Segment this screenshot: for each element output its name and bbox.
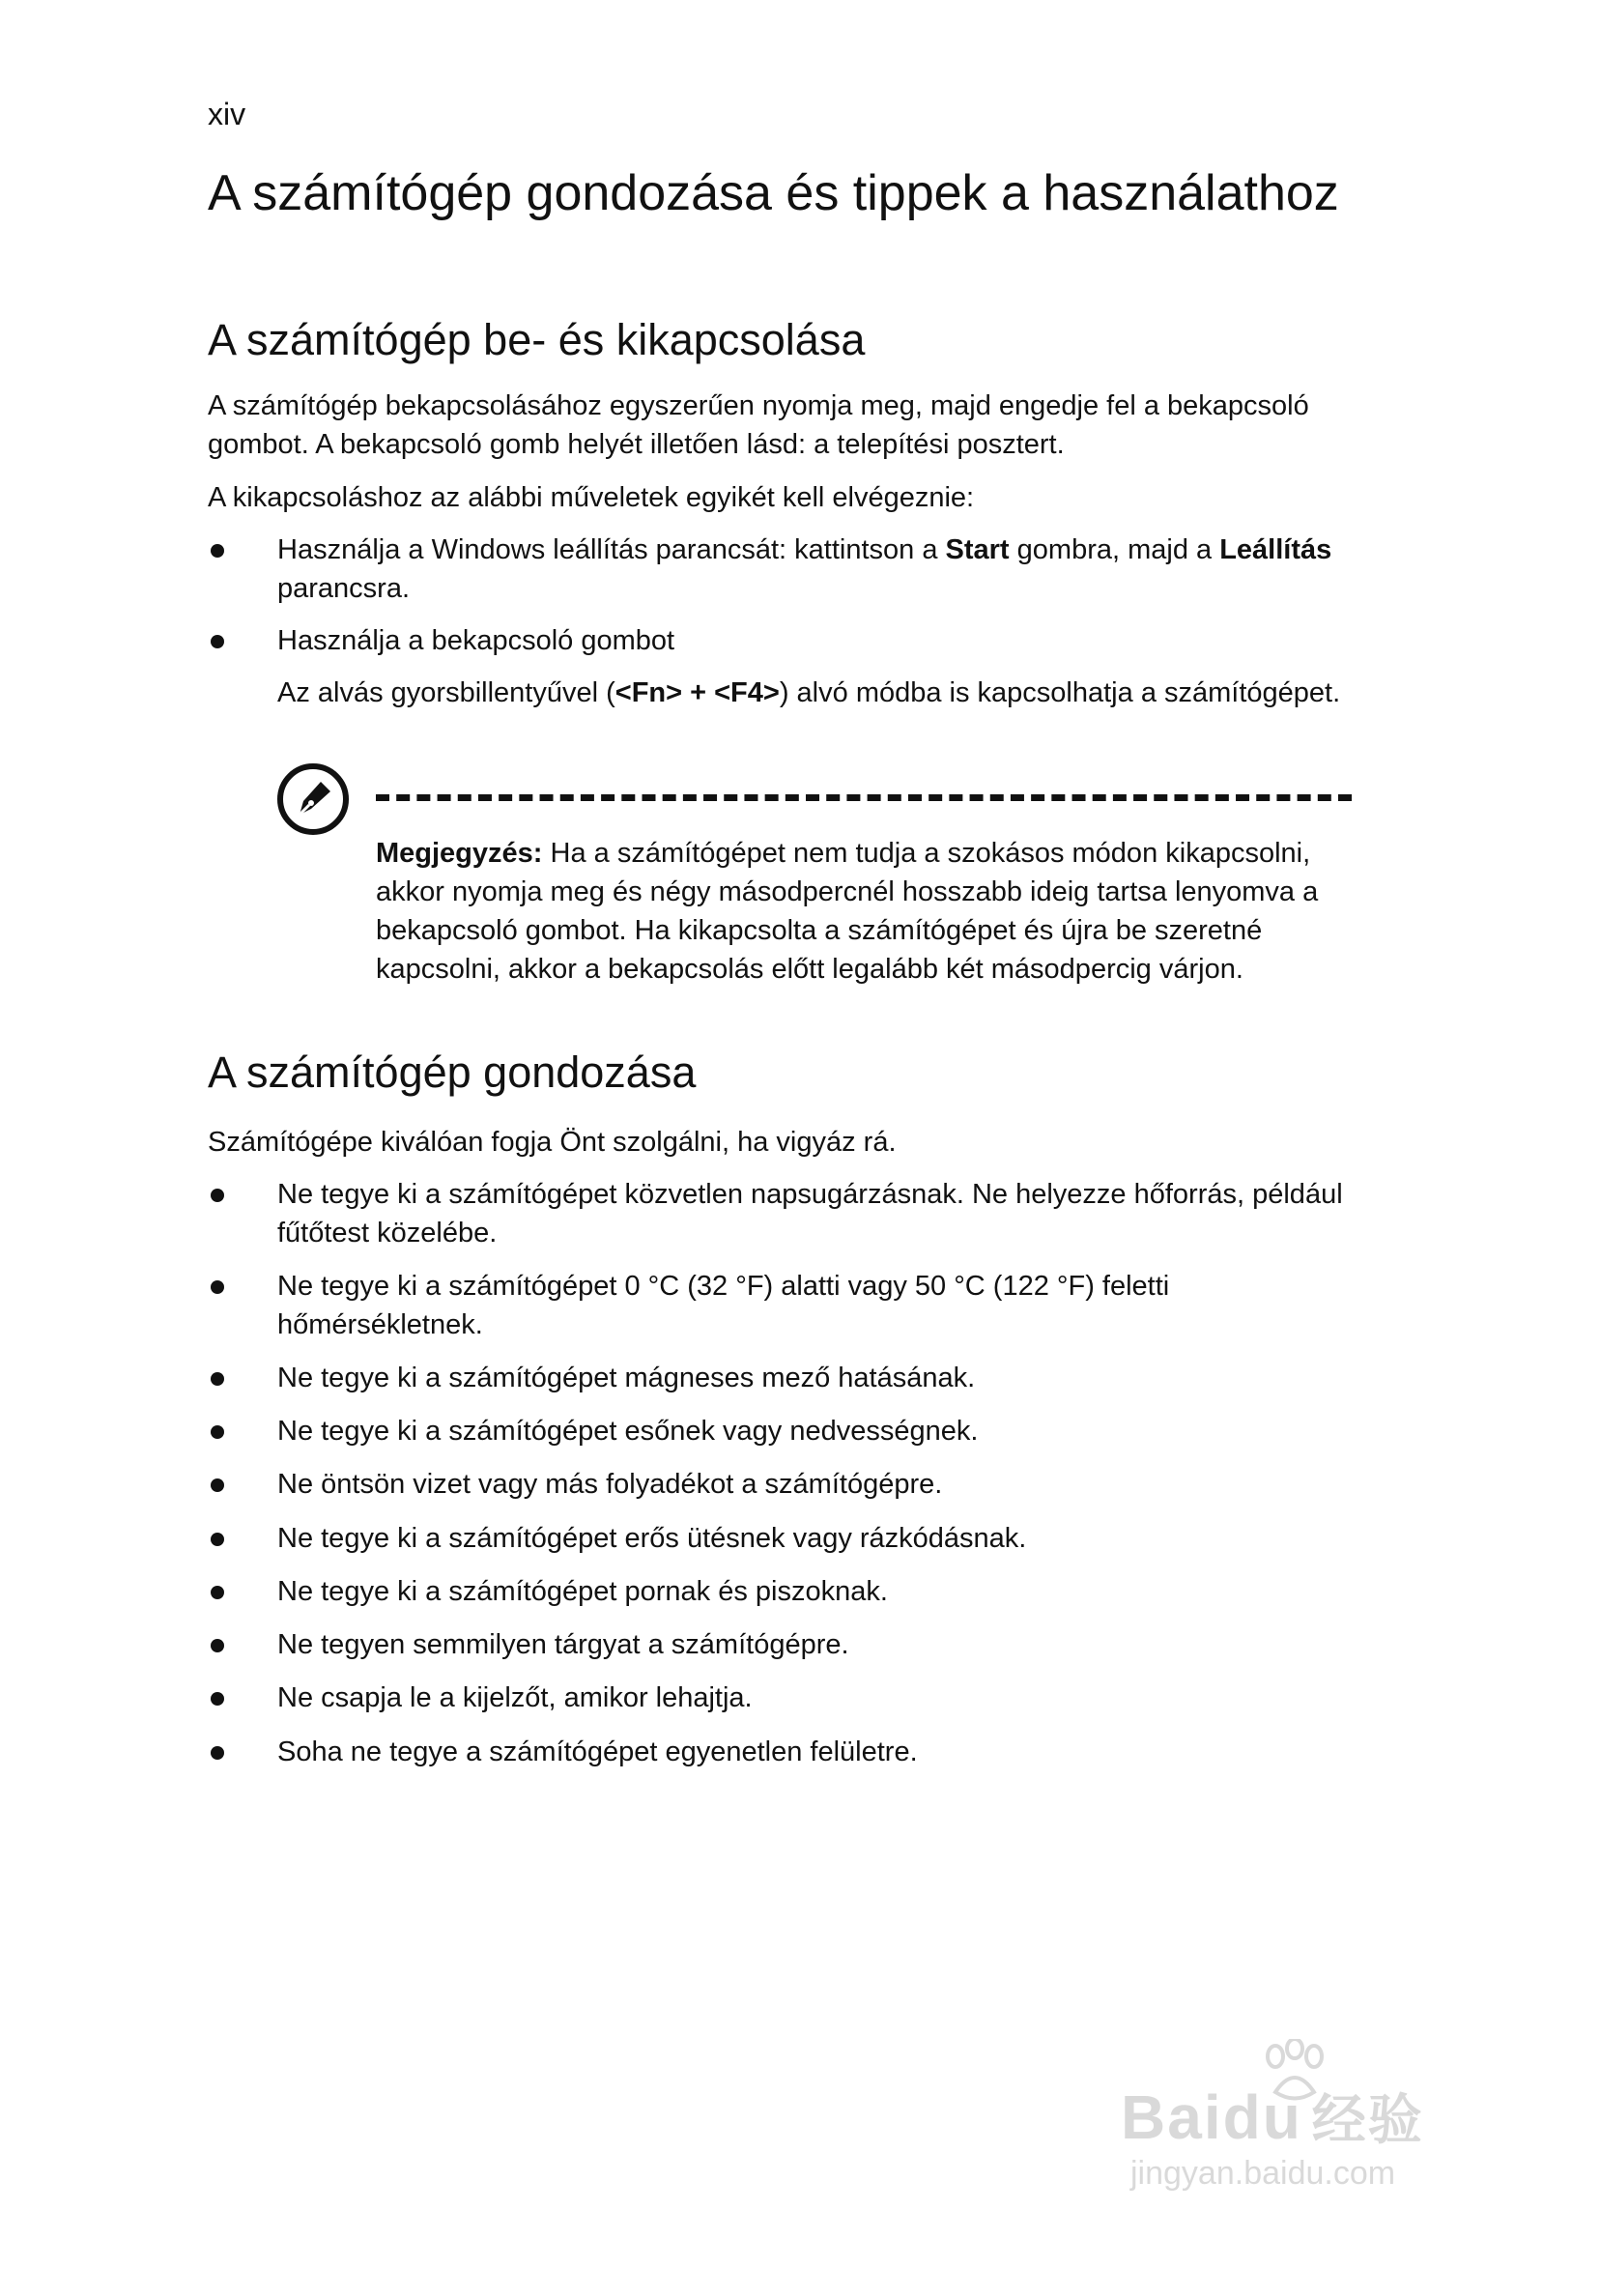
section-heading-power: A számítógép be- és kikapcsolása [208, 315, 866, 364]
list-item: Ne tegye ki a számítógépet erős ütésnek vagy rázkódásnak. [277, 1523, 1027, 1554]
watermark-url: jingyan.baidu.com [1130, 2155, 1396, 2192]
bullet-dot [211, 1639, 224, 1652]
bullet-dot [211, 1189, 224, 1202]
note-body: Ha a számítógépet nem tudja a szokásos módon kikapcsolni, akkor nyomja meg és négy másodpercnél hosszabb ideig tartsa lenyomva a bekapcsoló gombot. Ha kikapcsolta a számítógépet és újra be szeretné kapcsolni, akkor a bekapcsolás előtt legalább két másodpercig várjon. [376, 838, 1319, 985]
bullet-dot [211, 1425, 224, 1439]
watermark-brand-left: Bai [1121, 2082, 1223, 2152]
bullet-dot [211, 1533, 224, 1546]
list-item: Soha ne tegye a számítógépet egyenetlen felületre. [277, 1736, 918, 1767]
bullet-dot [211, 1746, 224, 1760]
sleep-text: Az alvás gyorsbillentyűvel ( [277, 677, 615, 708]
paragraph-care-intro: Számítógépe kiválóan fogja Önt szolgálni, ha vigyáz rá. [208, 1127, 897, 1158]
list-item: Ne tegye ki a számítógépet közvetlen napsugárzásnak. Ne helyezze hőforrás, például fűtőtest közelébe. [277, 1179, 1343, 1248]
list-item-text: parancsra. [277, 573, 411, 604]
list-item: Ne tegye ki a számítógépet esőnek vagy nedvességnek. [277, 1416, 979, 1447]
bullet-dot [211, 1478, 224, 1492]
list-item-text: Használja a Windows leállítás parancsát: kattintson a [277, 534, 946, 565]
paragraph-power-on: A számítógép bekapcsolásához egyszerűen nyomja meg, majd engedje fel a bekapcsoló gombot. A bekapcsoló gomb helyét illetően lásd: a telepítési posztert. [208, 390, 1309, 460]
note-text [376, 834, 1352, 989]
list-item: Ne tegye ki a számítógépet mágneses mező hatásának. [277, 1363, 976, 1393]
list-item: Ne csapja le a kijelzőt, amikor lehajtja. [277, 1682, 753, 1713]
bullet-dot [211, 1372, 224, 1386]
page-title: A számítógép gondozása és tippek a használathoz [208, 165, 1339, 221]
list-item-text: gombra, majd a [1009, 534, 1220, 565]
shutdown-label: Leállítás [1219, 534, 1332, 565]
note-divider [376, 794, 1352, 801]
start-label: Start [945, 534, 1010, 565]
baidu-watermark [1121, 2039, 1507, 2194]
list-item: Ne tegyen semmilyen tárgyat a számítógépre. [277, 1629, 849, 1660]
section-heading-care: A számítógép gondozása [208, 1048, 697, 1097]
paragraph-sleep-hotkey [277, 674, 1369, 712]
bullet-dot [211, 1692, 224, 1706]
bullet-dot [211, 1280, 224, 1294]
bullet-dot [211, 635, 224, 648]
watermark-brand-cn: 经验 [1311, 2089, 1424, 2150]
list-item: Ne tegye ki a számítógépet 0 °C (32 °F) alatti vagy 50 °C (122 °F) feletti hőmérsékletnek. [277, 1271, 1170, 1340]
bullet-dot [211, 1586, 224, 1599]
hotkey-label: <Fn> + <F4> [614, 677, 780, 708]
watermark-brand-right: du [1222, 2082, 1302, 2152]
note-label: Megjegyzés: [376, 838, 543, 869]
sleep-text: ) alvó módba is kapcsolhatja a számítógépet. [779, 677, 1341, 708]
page-number: xiv [208, 97, 246, 131]
note-pen-icon [274, 761, 352, 838]
paragraph-power-off-intro: A kikapcsoláshoz az alábbi műveletek egyikét kell elvégeznie: [208, 482, 975, 513]
list-item-power-button: Használja a bekapcsoló gombot [277, 625, 675, 656]
list-item-windows-shutdown [277, 531, 1369, 608]
bullet-dot [211, 544, 224, 558]
list-item: Ne tegye ki a számítógépet pornak és piszoknak. [277, 1576, 888, 1607]
list-item: Ne öntsön vizet vagy más folyadékot a számítógépre. [277, 1469, 943, 1500]
